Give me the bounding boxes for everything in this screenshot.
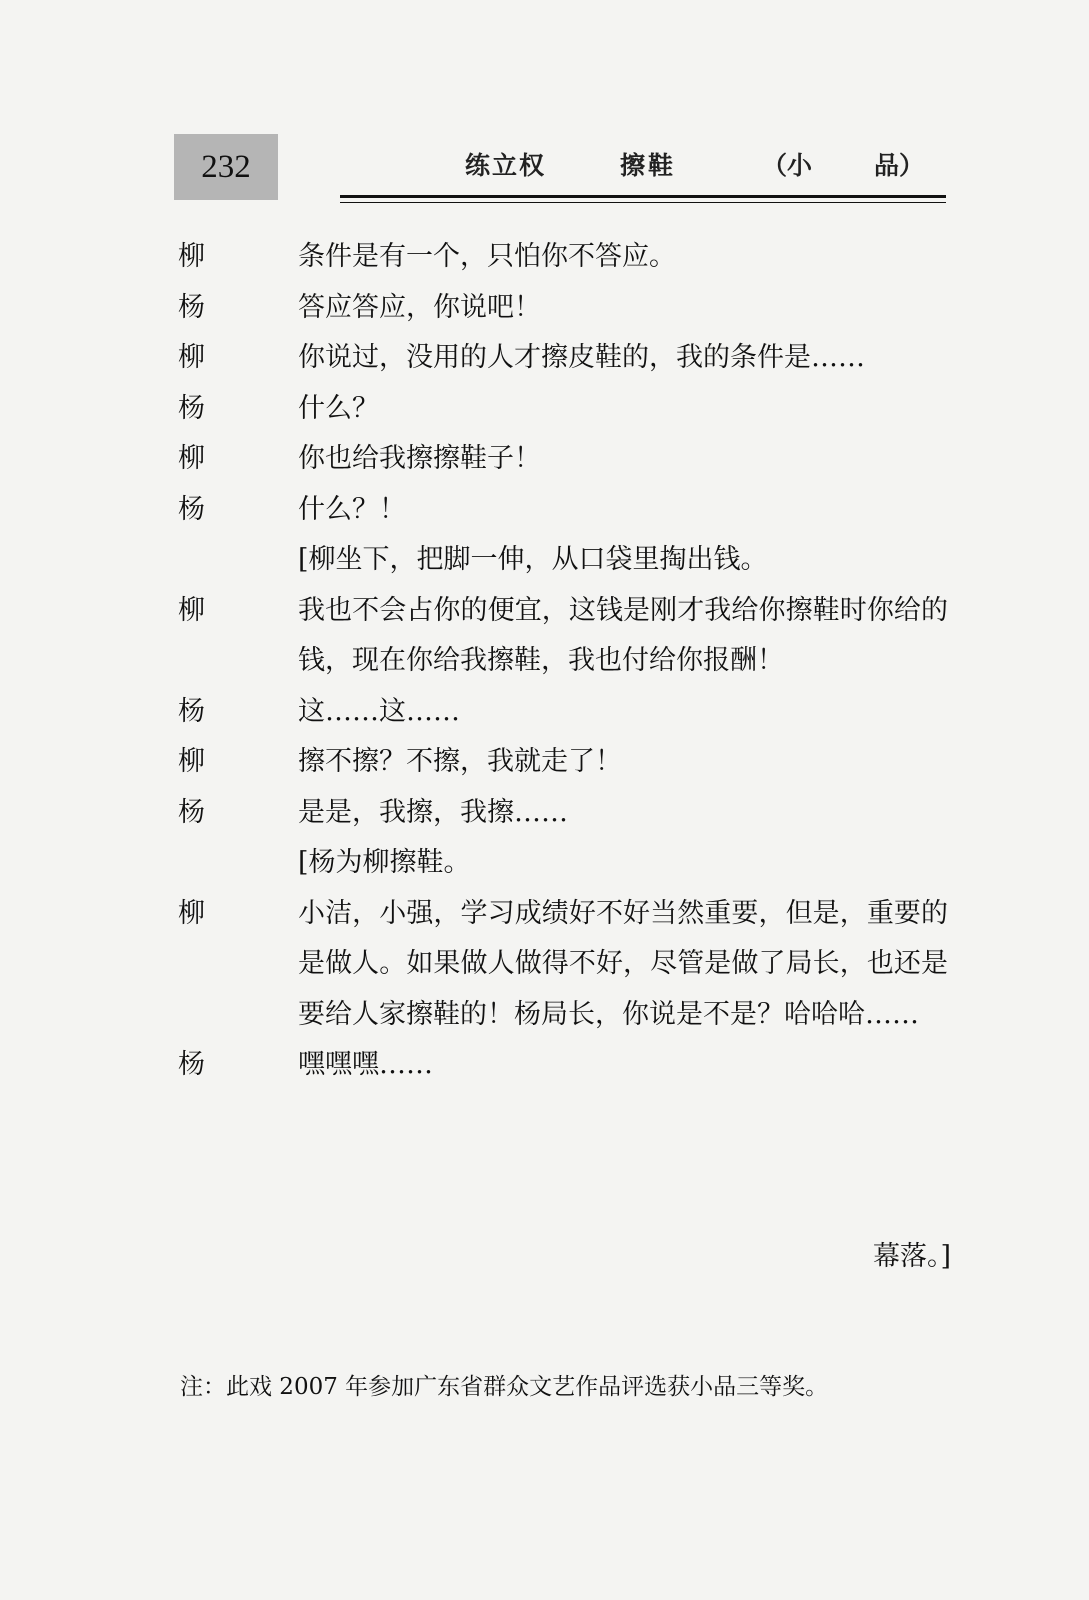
header-rule-thin [340, 202, 946, 203]
speech: 擦不擦？不擦，我就走了！ [298, 746, 622, 777]
header-author: 练立权 [465, 151, 547, 180]
running-header [460, 146, 940, 186]
speaker: 杨 [178, 796, 205, 828]
header-genre-right: 品） [873, 151, 924, 180]
dialogue-line [178, 737, 948, 788]
speech: 你也给我擦擦鞋子！ [298, 443, 541, 474]
speech: [柳坐下，把脚一伸，从口袋里掏出钱。 [298, 544, 768, 575]
speech: [杨为柳擦鞋。 [298, 847, 471, 878]
speaker [178, 838, 298, 889]
dialogue-line [178, 1040, 948, 1091]
dialogue-line [178, 788, 948, 839]
header-title: 擦鞋 [620, 151, 677, 180]
stage-direction [178, 838, 948, 889]
speaker [178, 535, 298, 586]
footnote: 注：此戏 2007 年参加广东省群众文艺作品评选获小品三等奖。 [180, 1374, 829, 1400]
speaker: 柳 [178, 241, 205, 272]
dialogue-line [178, 586, 948, 687]
dialogue-line [178, 384, 948, 435]
speech: 你说过，没用的人才擦皮鞋的，我的条件是…… [298, 342, 865, 373]
stage-direction [178, 535, 948, 586]
header-genre-left: （小 [762, 151, 813, 180]
speaker: 柳 [178, 594, 205, 626]
speech: 什么？ [298, 392, 379, 424]
speech: 答应答应，你说吧！ [298, 291, 541, 323]
speaker: 杨 [178, 695, 205, 727]
dialogue-line [178, 232, 948, 283]
speech: 小洁，小强，学习成绩好不好当然重要，但是，重要的是做人。如果做人做得不好，尽管是做了局长，也还是要给人家擦鞋的！杨局长，你说是不是？哈哈哈…… [298, 897, 948, 1030]
page-number: 232 [174, 134, 278, 200]
speaker: 杨 [178, 1049, 205, 1080]
dialogue-line [178, 434, 948, 485]
speaker: 杨 [178, 493, 205, 525]
speaker: 柳 [178, 897, 205, 929]
speech: 这……这…… [298, 695, 460, 727]
speaker: 柳 [178, 443, 205, 474]
speech: 条件是有一个，只怕你不答应。 [298, 241, 676, 272]
dialogue-line [178, 283, 948, 334]
speaker: 杨 [178, 291, 205, 323]
speaker: 柳 [178, 342, 205, 373]
speech: 嘿嘿嘿…… [298, 1049, 433, 1080]
curtain-direction: 幕落。] [872, 1241, 951, 1272]
dialogue-line [178, 333, 948, 384]
speech: 什么？！ [298, 493, 406, 525]
speech: 是是，我擦，我擦…… [298, 796, 568, 828]
header-rule-thick [340, 195, 946, 198]
speaker: 杨 [178, 392, 205, 424]
speech: 我也不会占你的便宜，这钱是刚才我给你擦鞋时你给的钱，现在你给我擦鞋，我也付给你报酬！ [298, 594, 948, 676]
dialogue-line [178, 889, 948, 1041]
speaker: 柳 [178, 746, 205, 777]
dialogue [178, 232, 948, 1091]
dialogue-line [178, 687, 948, 738]
dialogue-line [178, 485, 948, 536]
